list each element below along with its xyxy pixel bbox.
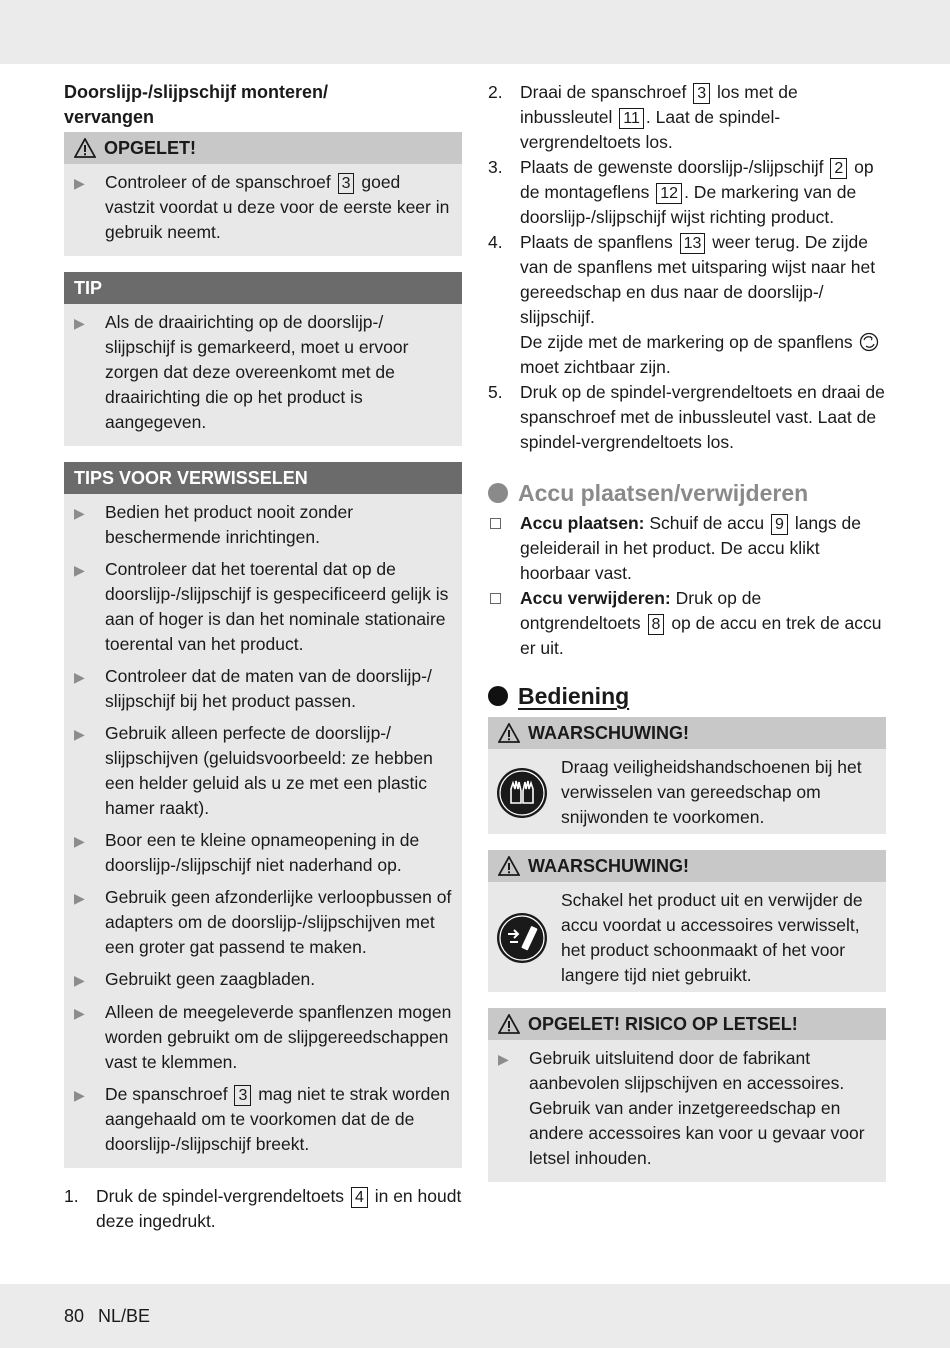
steps-list-right (488, 80, 886, 455)
arrow-bullet-icon: ▶ (74, 175, 85, 191)
arrow-bullet-icon: ▶ (74, 890, 85, 906)
warning-box-battery: WAARSCHUWING! Schakel het product uit en verwijder de accu voordat u accessoires verwisselt, het product schoonmaakt of het voor langere tijd niet gebruikt. (488, 850, 886, 992)
step-item: 4. Plaats de spanflens 13 weer terug. De zijde van de spanflens met uitsparing wijst naar het gereedschap en dus naar de doorslijp-/ slijpschijf. De zijde met de markering op de spanflens moet zichtbaar zijn. (488, 230, 886, 380)
battery-remove-icon (496, 912, 548, 964)
tip-box-header: TIP (64, 272, 462, 304)
list-item: ▶ Boor een te kleine opnameopening in de doorslijp-/slijpschijf niet naderhand op. (74, 828, 452, 878)
step-item: 3. Plaats de gewenste doorslijp-/slijpschijf 2 op de montageflens 12 . De markering van de doorslijp-/slijpschijf wijst richting product. (488, 157, 874, 227)
arrow-bullet-icon: ▶ (74, 833, 85, 849)
arrow-bullet-icon: ▶ (74, 726, 85, 742)
list-item: ▶ Gebruik alleen perfecte de doorslijp-/ slijpschijven (geluidsvoorbeeld: ze hebben een helder geluid als u ze met een plastic hamer raakt). (74, 721, 452, 821)
warning-triangle-icon (74, 138, 96, 158)
warning-triangle-icon (498, 1014, 520, 1034)
section-title: Doorslijp-/slijpschijf monteren/ vervangen (64, 82, 329, 127)
warning-box-gloves: WAARSCHUWING! Draag veiligheidshandschoenen bij het verwisselen van gereedschap om snijwonden te voorkomen. (488, 717, 886, 834)
list-item: ▶ Alleen de meegeleverde spanflenzen mogen worden gebruikt om de slijpgereedschappen vast te klemmen. (74, 1000, 452, 1075)
tip-box (64, 272, 462, 446)
list-item: ▶ Controleer dat het toerental dat op de doorslijp-/slijpschijf is gespecificeerd gelijk is aan of hoger is dan het nominale stationaire toerental van het product. (74, 557, 452, 657)
list-item: ▶ Gebruik geen afzonderlijke verloopbussen of adapters om de doorslijp-/slijpschijven met een groter gat passend te maken. (74, 885, 452, 960)
step-item: 5. Druk op de spindel-vergrendeltoets en draai de spanschroef met de inbussleutel vast. Laat de spindel-vergrendeltoets los. (488, 382, 885, 452)
list-item: Accu plaatsen: Schuif de accu 9 langs de geleiderail in het product. De accu klikt hoorbaar vast. (488, 511, 886, 586)
arrow-bullet-icon: ▶ (74, 669, 85, 685)
warning-box-header: WAARSCHUWING! (488, 717, 886, 749)
tips-swap-box (64, 462, 462, 1168)
warning-triangle-icon (498, 723, 520, 743)
list-item: ▶ Gebruik uitsluitend door de fabrikant aanbevolen slijpschijven en accessoires. Gebruik van ander inzetgereedschap en andere accessoires kan voor u gevaar voor letsel inhouden. (498, 1046, 876, 1171)
warning-box-header: WAARSCHUWING! (488, 850, 886, 882)
checkbox-bullet-icon (488, 511, 520, 586)
arrow-bullet-icon: ▶ (74, 1005, 85, 1021)
arrow-bullet-icon: ▶ (74, 315, 85, 331)
arrow-bullet-icon: ▶ (74, 1087, 85, 1103)
list-item: ▶ Controleer of de spanschroef 3 goed vastzit voordat u deze voor de eerste keer in gebruik neemt. (74, 170, 452, 245)
list-item: ▶ Gebruikt geen zaagbladen. (74, 967, 452, 993)
steps-list-left (64, 1184, 462, 1234)
accu-heading: Accu plaatsen/verwijderen (488, 478, 886, 508)
caution-box (64, 132, 462, 256)
caution-injury-box (488, 1008, 886, 1182)
gloves-icon (496, 767, 548, 819)
right-column (488, 80, 886, 1182)
list-item: Accu verwijderen: Druk op de ontgrendeltoets 8 op de accu en trek de accu er uit. (488, 586, 886, 661)
caution-box-header: OPGELET! (64, 132, 462, 164)
bullet-dot-icon (488, 686, 508, 706)
footer (64, 1304, 150, 1329)
bediening-heading: Bediening (488, 681, 886, 711)
list-item: ▶ De spanschroef 3 mag niet te strak worden aangehaald om te voorkomen dat de de doorslijp-/slijpschijf breekt. (74, 1082, 452, 1157)
language-code: NL/BE (98, 1306, 151, 1326)
list-item: ▶ Bedien het product nooit zonder beschermende inrichtingen. (74, 500, 452, 550)
rotation-mark-icon (858, 332, 880, 352)
list-item: ▶ Als de draairichting op de doorslijp-/ slijpschijf is gemarkeerd, moet u ervoor zorgen dat deze overeenkomt met de draairichting die op het product is aangegeven. (74, 310, 452, 435)
caution-box-header: OPGELET! RISICO OP LETSEL! (488, 1008, 886, 1040)
left-column (64, 80, 462, 1234)
arrow-bullet-icon: ▶ (74, 972, 85, 988)
arrow-bullet-icon: ▶ (74, 562, 85, 578)
header-band (0, 0, 950, 64)
step-item: 1. Druk de spindel-vergrendeltoets 4 in en houdt deze ingedrukt. (64, 1186, 462, 1231)
bullet-dot-icon (488, 483, 508, 503)
tips-swap-box-header: TIPS VOOR VERWISSELEN (64, 462, 462, 494)
warning-triangle-icon (498, 856, 520, 876)
arrow-bullet-icon: ▶ (498, 1051, 509, 1067)
checkbox-bullet-icon (488, 586, 520, 661)
step-item: 2. Draai de spanschroef 3 los met de inbussleutel 11 . Laat de spindel-vergrendeltoets los. (488, 82, 798, 152)
page-number: 80 (64, 1306, 85, 1326)
list-item: ▶ Controleer dat de maten van de doorslijp-/ slijpschijf bij het product passen. (74, 664, 452, 714)
arrow-bullet-icon: ▶ (74, 505, 85, 521)
